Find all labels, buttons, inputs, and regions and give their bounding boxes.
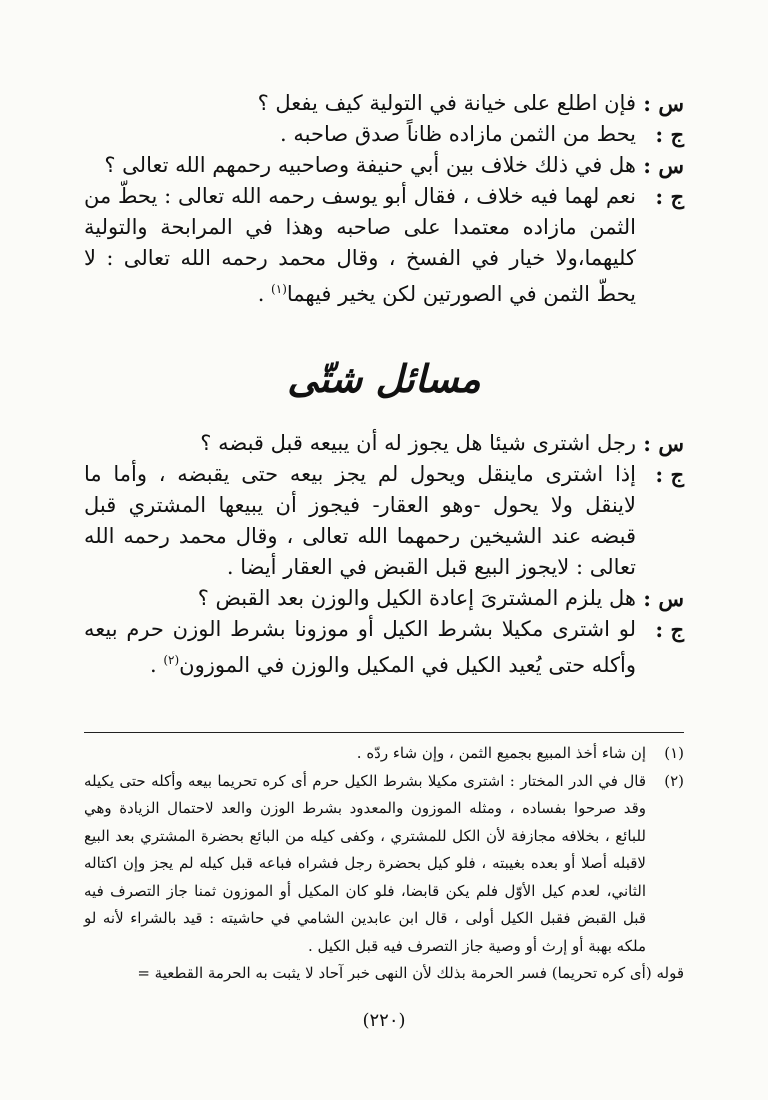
footnote-number: (٢)	[664, 771, 684, 790]
qa-item	[84, 88, 684, 119]
qa-text-end: .	[257, 282, 272, 306]
footnote	[84, 768, 684, 961]
qa-item	[84, 459, 684, 583]
footnote-text: إن شاء أخذ المبيع بجميع الثمن ، وإن شاء ردّه .	[356, 744, 646, 762]
question-mark-label: س :	[643, 153, 684, 178]
qa-item	[84, 150, 684, 181]
answer-mark-label: ج :	[655, 122, 684, 147]
qa-section-second	[84, 428, 684, 681]
qa-item	[84, 181, 684, 310]
qa-item	[84, 428, 684, 459]
footnote-text: قوله (أى كره تحريما) فسر الحرمة بذلك لأن النهى خبر آحاد لا يثبت به الحرمة القطعية =	[137, 964, 684, 982]
qa-text-end: .	[149, 653, 164, 677]
question-mark-label: س :	[643, 91, 684, 116]
qa-text	[84, 614, 636, 681]
qa-item	[84, 614, 684, 681]
footnote-text: قال في الدر المختار : اشترى مكيلا بشرط الكيل حرم أى كره تحريما بيعه وأكله حتى يكيله وقد صرحوا بفساده ، ومثله الموزون والمعدود بشرط الوزن والعد لاحتمال الزيادة وهي للبائع ، بخلافه مجازفة لأن الكل للمشتري ، وكفى كيله من البائع بحضرة المشتري بعد البيع لاقبله أصلا أو بعده بغيبته ، فلو كيل بحضرة رجل فشراه فباعه قبل كيله لم يجز وإن اكتاله الثاني، لعدم كيل الأوّل فلم يكن قابضا، فلو كان المكيل أو الموزون ثمنا جاز التصرف فيه قبل القبض فقبل الكيل أولى ، قال ابن عابدين الشامي في حاشيته : قيد بالشراء لأنه لو ملكه بهبة أو إرث أو وصية جاز التصرف فيه قبل الكيل .	[84, 771, 646, 955]
footnotes	[84, 740, 684, 988]
qa-text: هل يلزم المشترىَ إعادة الكيل والوزن بعد القبض ؟	[197, 586, 636, 610]
qa-text: رجل اشترى شيئا هل يجوز له أن يبيعه قبل قبضه ؟	[200, 431, 636, 455]
page-number: (٢٢٠)	[362, 1010, 406, 1031]
section-heading: مسائل شتّى	[287, 356, 481, 401]
footnote-continuation	[84, 960, 684, 988]
answer-mark-label: ج :	[655, 462, 684, 487]
qa-item	[84, 583, 684, 614]
question-mark-label: س :	[643, 586, 684, 611]
qa-text: هل في ذلك خلاف بين أبي حنيفة وصاحبيه رحمهم الله تعالى ؟	[104, 153, 636, 177]
question-mark-label: س :	[643, 431, 684, 456]
qa-text-main: لو اشترى مكيلا بشرط الكيل أو موزونا بشرط الوزن حرم بيعه وأكله حتى يُعيد الكيل في المكيل والوزن في الموزون	[84, 617, 636, 677]
qa-text: فإن اطلع على خيانة في التولية كيف يفعل ؟	[257, 91, 636, 115]
footnote-number: (١)	[664, 744, 684, 762]
qa-section-first	[84, 88, 684, 310]
qa-text	[84, 181, 636, 310]
footnote-ref-2: (٢)	[163, 653, 180, 667]
qa-text: إذا اشترى ماينقل ويحول لم يجز بيعه حتى يقبضه ، وأما ما لاينقل ولا يحول -وهو العقار- فيجوز أن يبيعها المشتري قبل قبضه عند الشيخين رحمهما الله تعالى ، وقال محمد رحمه الله تعالى : لايجوز البيع قبل القبض في العقار أيضا .	[84, 462, 636, 579]
answer-mark-label: ج :	[655, 617, 684, 642]
footnote	[84, 740, 684, 768]
footnote-divider	[84, 732, 684, 733]
qa-item	[84, 119, 684, 150]
qa-text-main: نعم لهما فيه خلاف ، فقال أبو يوسف رحمه الله تعالى : يحطّ من الثمن مازاده معتمدا على صاحبه وهذا في المرابحة والتولية كليهما،ولا خيار في الفسخ ، وقال محمد رحمه الله تعالى : لا يحطّ الثمن في الصورتين لكن يخير فيهما	[84, 184, 636, 306]
footnote-ref-1: (١)	[271, 282, 287, 296]
qa-text: يحط من الثمن مازاده ظاناً صدق صاحبه .	[280, 122, 636, 146]
answer-mark-label: ج :	[655, 184, 684, 209]
